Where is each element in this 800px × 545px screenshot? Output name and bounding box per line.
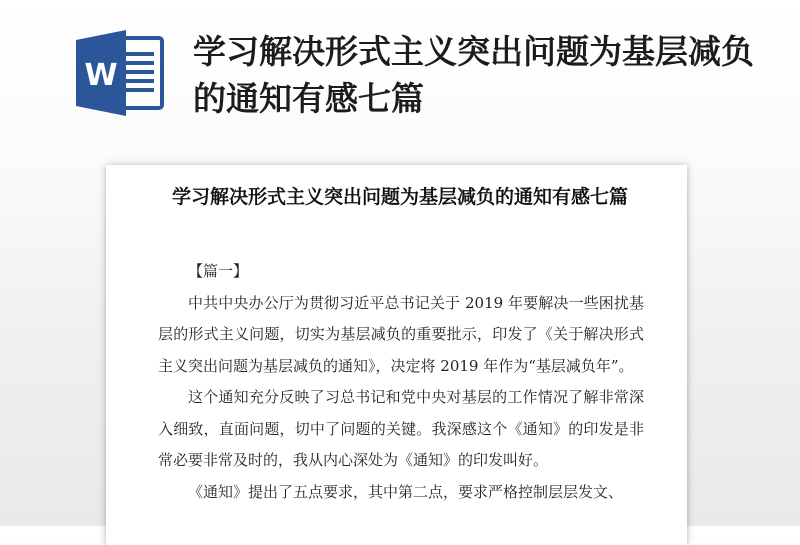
word-document-icon xyxy=(76,30,166,116)
paragraph: 中共中央办公厅为贯彻习近平总书记关于 2019 年要解决一些困扰基层的形式主义问题，切实为基层减负的重要批示，印发了《关于解决形式主义突出问题为基层减负的通知》，决定将 2019 年作为“基层减负年”。 xyxy=(158,293,644,375)
word-icon-letter: W xyxy=(84,58,118,93)
document-body xyxy=(158,256,644,508)
page-header xyxy=(0,0,800,150)
paragraph: 《通知》提出了五点要求，其中第二点，要求严格控制层层发文、 xyxy=(188,482,624,501)
section-label: 【篇一】 xyxy=(188,262,249,280)
document-title: 学习解决形式主义突出问题为基层减负的通知有感七篇 xyxy=(171,186,628,208)
paragraph: 这个通知充分反映了习总书记和党中央对基层的工作情况了解非常深入细致，直面问题，切中了问题的关键。我深感这个《通知》的印发是非常必要非常及时的，我从内心深处为《通知》的印发叫好。 xyxy=(158,388,644,469)
page-title: 学习解决形式主义突出问题为基层减负的通知有感七篇 xyxy=(193,32,754,118)
